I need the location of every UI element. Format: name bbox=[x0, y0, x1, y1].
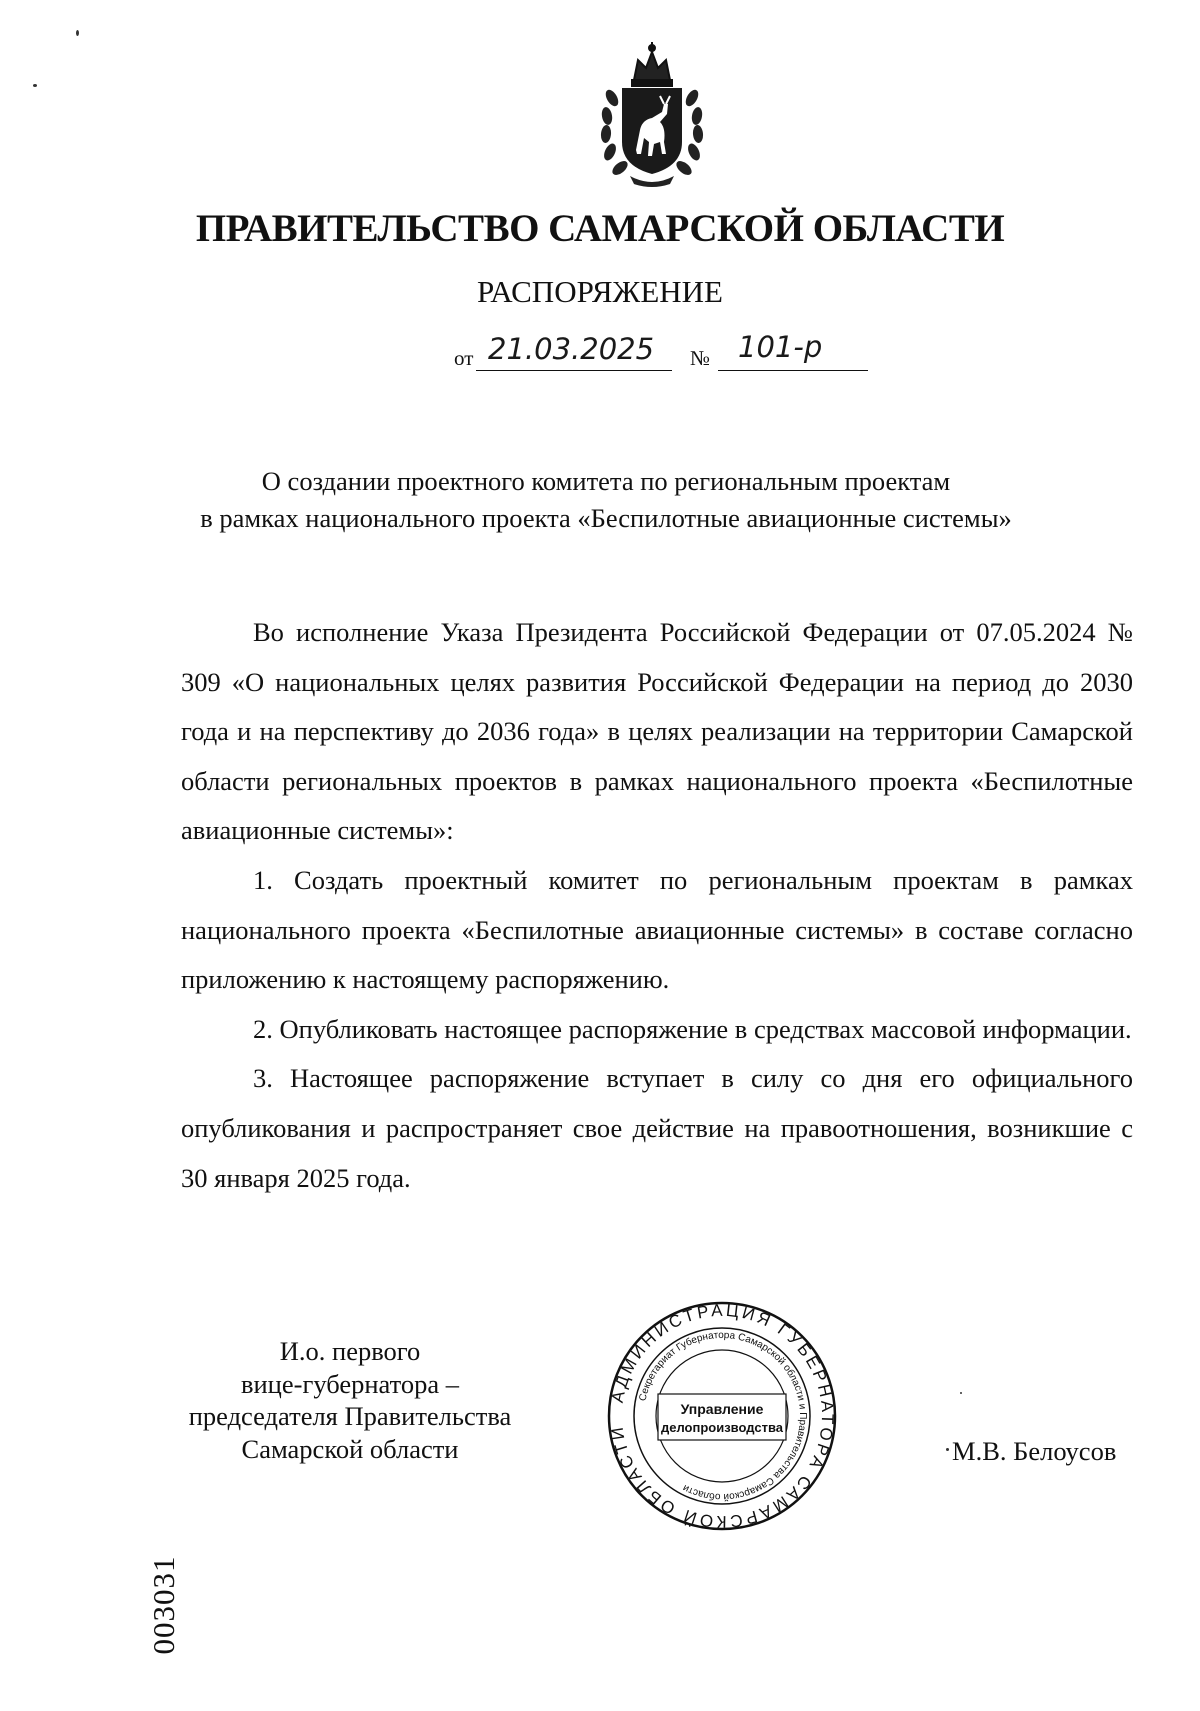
order-item: 1. Создать проектный комитет по региональным проектам в рамках национального проекта «Беспилотные авиационные системы» в составе согласно приложению к настоящему распоряжению. bbox=[181, 864, 1133, 995]
scan-speck bbox=[33, 84, 37, 87]
number-value: 101-р bbox=[738, 330, 823, 364]
organization-title: ПРАВИТЕЛЬСТВО САМАРСКОЙ ОБЛАСТИ bbox=[195, 207, 1005, 250]
scan-speck bbox=[960, 1392, 962, 1394]
order-item: 3. Настоящее распоряжение вступает в силу со дня его официального опубликования и распространяет свое действие на правоотношения, возникшие с 30 января 2025 года. bbox=[181, 1063, 1133, 1193]
number-label: № bbox=[690, 346, 711, 370]
document-body bbox=[181, 608, 1133, 1203]
signatory-title bbox=[150, 1335, 550, 1465]
registration-number: 003031 bbox=[146, 1555, 181, 1655]
signatory-title-line: председателя Правительства bbox=[188, 1401, 512, 1431]
stamp-inner-text: Секретариат Губернатора Самарской области и Правительства Самарской области bbox=[637, 1329, 809, 1503]
scan-speck bbox=[76, 30, 79, 36]
subject-line: в рамках национального проекта «Беспилотные авиационные системы» bbox=[200, 503, 1012, 533]
signatory-name: М.В. Белоусов bbox=[952, 1436, 1117, 1466]
scan-speck bbox=[946, 1448, 949, 1451]
preamble-paragraph: Во исполнение Указа Президента Российской Федерации от 07.05.2024 № 309 «О национальных целях развития Российской Федерации на период до 2030 года и на перспективу до 2036 года» в целях реализации на территории Самарской области региональных проектов в рамках национального проекта «Беспилотные авиационные системы»: bbox=[181, 617, 1133, 846]
subject-line: О создании проектного комитета по региональным проектам bbox=[261, 466, 951, 496]
signatory-title-line: вице-губернатора – bbox=[240, 1368, 459, 1399]
stamp-center-line: Управление bbox=[680, 1401, 764, 1417]
coat-of-arms-icon bbox=[594, 38, 710, 188]
signatory-title-line: Самарской области bbox=[241, 1433, 459, 1464]
document-type: РАСПОРЯЖЕНИЕ bbox=[477, 274, 723, 309]
signatory-title-line: И.о. первого bbox=[279, 1336, 421, 1366]
stamp-outer-text: АДМИНИСТРАЦИЯ ГУБЕРНАТОРА САМАРСКОЙ ОБЛАСТИ bbox=[607, 1300, 838, 1532]
date-label: от bbox=[454, 346, 474, 370]
date-value: 21.03.2025 bbox=[488, 332, 655, 366]
stamp-center-line: делопроизводства bbox=[660, 1420, 784, 1435]
date-number-line bbox=[454, 330, 874, 376]
order-item: 2. Опубликовать настоящее распоряжение в средствах массовой информации. bbox=[253, 1013, 1132, 1044]
official-stamp bbox=[606, 1300, 838, 1532]
document-subject bbox=[150, 463, 1062, 537]
